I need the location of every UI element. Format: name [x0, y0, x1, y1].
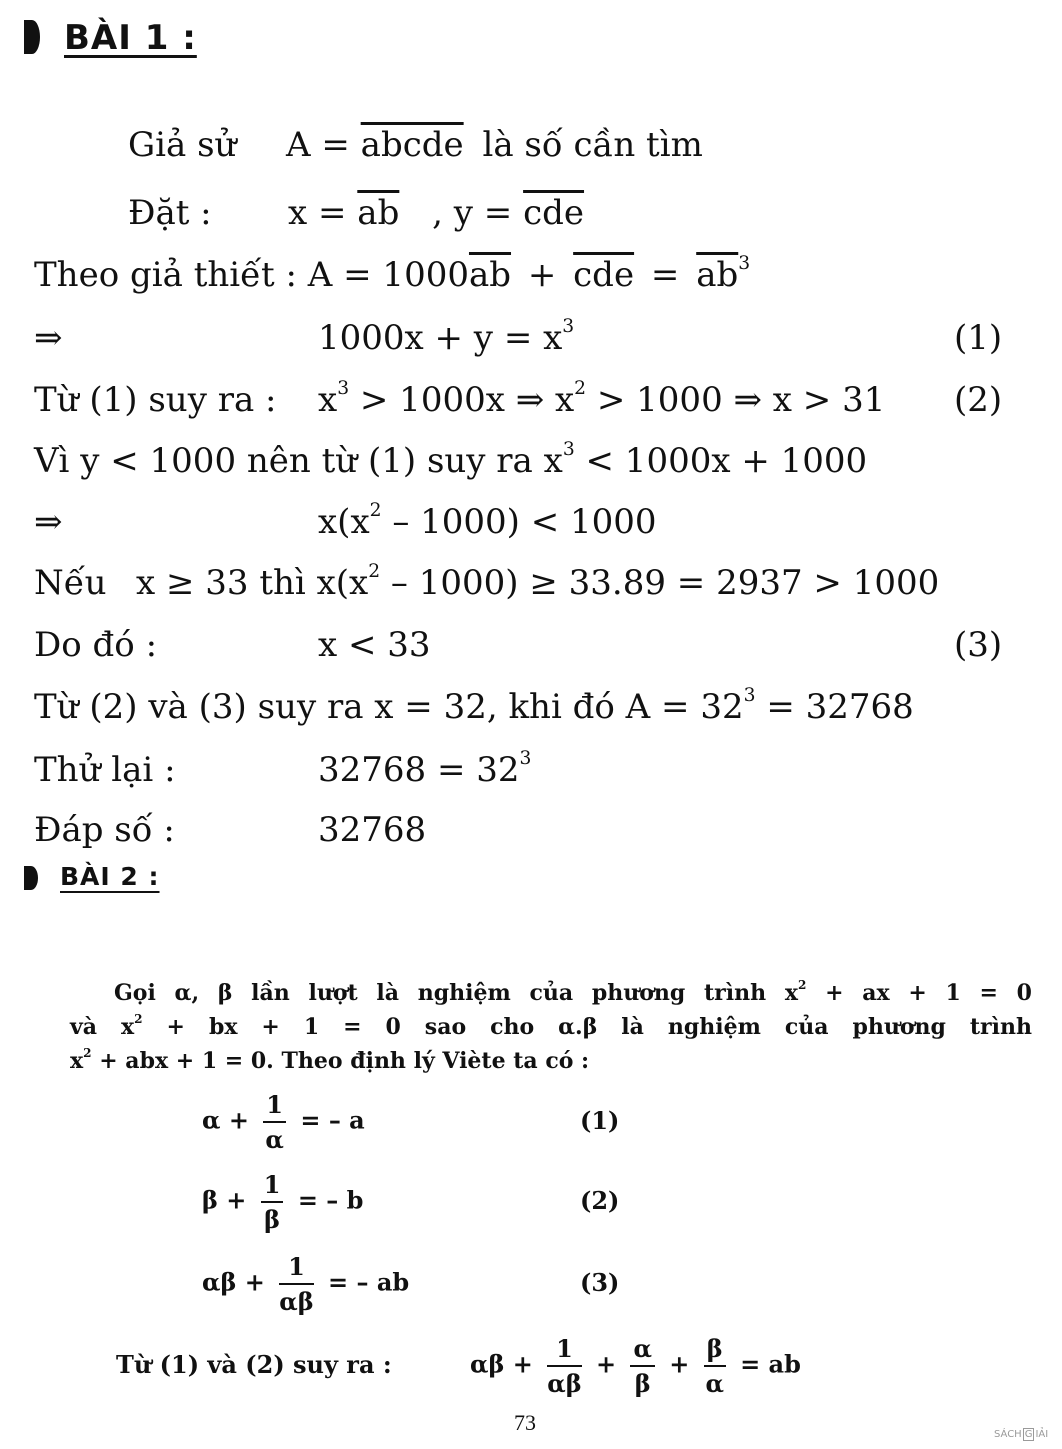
bai2-header: BÀI 2 :	[60, 862, 160, 891]
tag-3: (3)	[954, 625, 1003, 665]
fraction: $\frac{1}{\alpha\beta}$	[279, 1252, 314, 1316]
tu23-line: Từ (2) và (3) suy ra x = 32, khi đó $A = 32^3 = 32768$	[34, 685, 914, 727]
thulai-label: Thử lại :	[34, 750, 176, 790]
dodo-eq: x < 33	[318, 625, 431, 665]
neu-line: x ≥ 33 thì $x(x^2 - 1000) \ge 33.89 = 2937 > 1000$	[136, 561, 940, 603]
dapso-label: Đáp số :	[34, 810, 175, 850]
thulai-eq: $32768 = 32^3$	[318, 748, 532, 790]
paragraph-line-3: $x^2$ + abx + 1 = 0. Theo định lý Viète ta có :	[70, 1046, 590, 1074]
paragraph-line-1: Gọi α, β lần lượt là nghiệm của phương trình $x^2$ + ax + 1 = 0	[114, 978, 1032, 1006]
tu12-label: Từ (1) và (2) suy ra :	[116, 1350, 392, 1379]
viete-equation-3: αβ + $\frac{1}{\alpha\beta}$ = – ab	[202, 1252, 410, 1316]
dat-line: $x = \overline{ab}$ , $y = \overline{cde}$	[288, 193, 585, 233]
giasu-label: Giả sử	[128, 125, 237, 165]
bai1-header: BÀI 1 :	[64, 18, 197, 58]
implies-arrow: ⇒	[34, 318, 63, 358]
neu-label: Nếu	[34, 563, 107, 603]
fraction: $\frac{\beta}{\alpha}$	[705, 1334, 724, 1398]
equation-1: $1000x + y = x^3$	[318, 316, 575, 358]
viete-tag-1: (1)	[580, 1106, 620, 1135]
section-marker-icon	[24, 866, 38, 890]
giasu-line: A = abcde là số cần tìm	[286, 125, 703, 165]
viete-equation-2: β + $\frac{1}{\beta}$ = – b	[202, 1170, 364, 1234]
inequality-3: $x(x^2 - 1000) < 1000$	[318, 500, 657, 542]
tu1-label: Từ (1) suy ra :	[34, 380, 277, 420]
dapso-value: 32768	[318, 810, 427, 850]
inequality-2: $x^3 > 1000x$ ⇒ $x^2 > 1000$ ⇒ x > 31	[318, 378, 886, 420]
watermark-logo: SÁCH G IẢI	[994, 1429, 1049, 1440]
vi-line: Vì y < 1000 nên từ (1) suy ra $x^3 < 1000x + 1000$	[34, 439, 868, 481]
viete-tag-2: (2)	[580, 1186, 620, 1215]
page-number: 73	[514, 1410, 536, 1435]
tag-2: (2)	[954, 380, 1003, 420]
overline-abcde: abcde	[360, 125, 464, 165]
viete-equation-1: α + $\frac{1}{\alpha}$ = – a	[202, 1090, 365, 1154]
dat-label: Đặt :	[128, 193, 212, 233]
paragraph-line-2: và $x^2$ + bx + 1 = 0 sao cho α.β là nghiệm của phương trình	[70, 1012, 1032, 1040]
fraction: $\frac{1}{\alpha}$	[263, 1090, 286, 1154]
dodo-label: Do đó :	[34, 625, 158, 665]
fraction: $\frac{1}{\beta}$	[261, 1170, 284, 1234]
fraction: $\frac{1}{\alpha\beta}$	[547, 1334, 582, 1398]
section-marker-icon	[24, 20, 40, 54]
fraction: $\frac{\alpha}{\beta}$	[630, 1334, 654, 1398]
theo-giathiet-line: Theo giả thiết : $A = 1000\overline{ab} + \overline{cde} = \overline{ab}^3$	[34, 253, 751, 295]
tu12-equation: αβ + $\frac{1}{\alpha\beta}$ + $\frac{\alpha}{\beta}$ + $\frac{\beta}{\alpha}$ = ab	[470, 1334, 801, 1398]
implies-arrow-2: ⇒	[34, 502, 63, 542]
tag-1: (1)	[954, 318, 1003, 358]
bai2-paragraph	[70, 976, 1032, 1078]
viete-tag-3: (3)	[580, 1268, 620, 1297]
